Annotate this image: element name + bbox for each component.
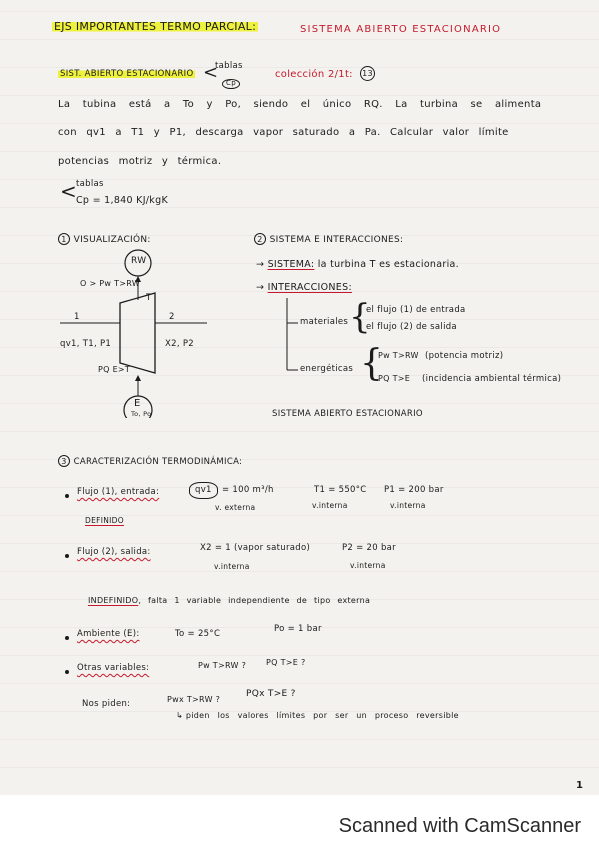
flow1-qv-note: v. externa (215, 503, 256, 512)
scanner-footer (0, 795, 599, 848)
statement-line-2: con qv1 a T1 y P1, descarga vapor saturado a Pa. Calcular valor límite (58, 127, 509, 138)
flow2-label (77, 548, 151, 557)
outlet-number: 2 (169, 312, 175, 322)
flow1-p-note: v.interna (390, 501, 426, 510)
materiales-brace: { (349, 297, 371, 337)
flujo1-text: el flujo (1) de entrada (366, 305, 466, 315)
section1-heading (58, 233, 151, 246)
system-conclusion: SISTEMA ABIERTO ESTACIONARIO (272, 409, 423, 419)
flow1-t: T1 = 550°C (314, 485, 367, 495)
piden-pq: PQx T>E ? (246, 689, 296, 699)
flow2-p: P2 = 20 bar (342, 543, 396, 553)
outlet-label: X2, P2 (165, 339, 194, 349)
tablas-note-below-text: Cp (226, 79, 236, 87)
e-sublabel: To, Po (131, 410, 152, 418)
section3-title: CARACTERIZACIÓN TERMODINÁMICA: (73, 457, 243, 467)
flow1-defined (85, 517, 124, 525)
sistema-label: SISTEMA: (267, 259, 315, 270)
collection-label: colección 2/1t: (275, 69, 353, 80)
bullet-flow1 (65, 494, 69, 498)
turbine-t-label: T (146, 293, 152, 303)
collection-number-text: 13 (360, 66, 375, 81)
ambiente-label-text: Ambiente (E): (77, 629, 140, 639)
bullet-ambiente (65, 636, 69, 640)
page-number: 1 (576, 780, 584, 791)
section2-num: 2 (254, 233, 266, 245)
e-label: E (134, 398, 141, 409)
tablas-note-below (222, 79, 240, 89)
flow2-indef-label: INDEFINIDO (88, 596, 139, 605)
pq-symbol: PQ T>E (378, 374, 411, 383)
flow1-t-note: v.interna (312, 501, 348, 510)
statement-line-1: La tubina está a To y Po, siendo el único RQ. La turbina se alimenta (58, 99, 542, 110)
piden-note-text: piden los valores límites por ser un proceso reversible (185, 711, 459, 720)
pq-description: (incidencia ambiental térmica) (422, 374, 562, 384)
flow2-label-text: Flujo (2), salida: (77, 547, 151, 557)
flow1-label (77, 488, 159, 497)
ambiente-p: Po = 1 bar (274, 624, 322, 634)
bullet-flow2 (65, 554, 69, 558)
flow2-x-note: v.interna (214, 562, 250, 571)
section2-title: SISTEMA E INTERACCIONES: (269, 235, 404, 245)
inlet-number: 1 (74, 312, 80, 322)
piden-note: ↳ piden los valores límites por ser un proceso reversible (176, 711, 459, 720)
otras-label-text: Otras variables: (77, 663, 150, 673)
pq-label: PQ E>T (98, 365, 131, 374)
flujo2-text: el flujo (2) de salida (366, 322, 457, 332)
flow2-p-note: v.interna (350, 561, 386, 570)
sistema-text: la turbina T es estacionaria. (317, 259, 459, 270)
problem-tag (58, 70, 195, 79)
pw-label: O > Pw T>RW (80, 279, 141, 288)
turbine-diagram (55, 248, 215, 418)
header-title-text: EJS IMPORTANTES TERMO PARCIAL: (54, 20, 257, 33)
piden-label: Nos piden: (82, 699, 131, 709)
flow1-label-text: Flujo (1), entrada: (77, 487, 160, 497)
rw-label: RW (131, 256, 147, 266)
flow1-p: P1 = 200 bar (384, 485, 444, 495)
section1-num: 1 (58, 233, 70, 245)
flow1-defined-text: DEFINIDO (85, 516, 124, 525)
statement-line-3: potencias motriz y térmica. (58, 156, 222, 167)
flow1-qv-text: qv1 (195, 485, 212, 495)
sistema-line: → SISTEMA: la turbina T es estacionaria. (256, 259, 459, 270)
piden-pw: Pwx T>RW ? (167, 695, 221, 704)
problem-tag-text: SIST. ABIERTO ESTACIONARIO (60, 69, 194, 79)
flow2-x: X2 = 1 (vapor saturado) (200, 543, 311, 553)
interacciones-label: INTERACCIONES: (267, 282, 352, 293)
cp-value: Cp = 1,840 KJ/kgK (76, 195, 168, 206)
tablas-label: tablas (76, 179, 104, 189)
bullet-otras (65, 670, 69, 674)
ambiente-t: To = 25°C (175, 629, 221, 639)
otras-label (77, 664, 149, 673)
flow1-qv-value: = 100 m³/h (222, 485, 274, 495)
energeticas-brace: { (360, 343, 383, 384)
header-subtitle: SISTEMA ABIERTO ESTACIONARIO (300, 24, 502, 35)
turbine-shape (120, 293, 155, 373)
flow2-indef-text: , falta 1 variable independiente de tipo externa (138, 596, 371, 605)
scanner-watermark: Scanned with CamScanner (338, 815, 581, 837)
tablas-brace-2: < (60, 179, 78, 203)
section3-num: 3 (58, 455, 70, 467)
otras-pw: Pw T>RW ? (198, 661, 247, 670)
pw-description: (potencia motriz) (425, 351, 504, 361)
tablas-brace: < (203, 62, 219, 83)
energeticas-label: energéticas (300, 364, 354, 374)
pw-symbol: Pw T>RW (378, 351, 419, 360)
tablas-note-above: tablas (215, 61, 243, 71)
ambiente-label (77, 630, 140, 639)
flow2-indefinido (88, 597, 370, 606)
header-title (52, 21, 258, 33)
section1-title: VISUALIZACIÓN: (73, 235, 151, 245)
inlet-label: qv1, T1, P1 (60, 339, 112, 349)
flow1-qv (189, 482, 218, 499)
section2-heading (254, 233, 403, 246)
materiales-label: materiales (300, 317, 349, 327)
section3-heading (58, 455, 242, 468)
interacciones-line: → INTERACCIONES: (256, 282, 352, 293)
otras-pq: PQ T>E ? (266, 658, 306, 667)
collection-number (360, 66, 375, 81)
